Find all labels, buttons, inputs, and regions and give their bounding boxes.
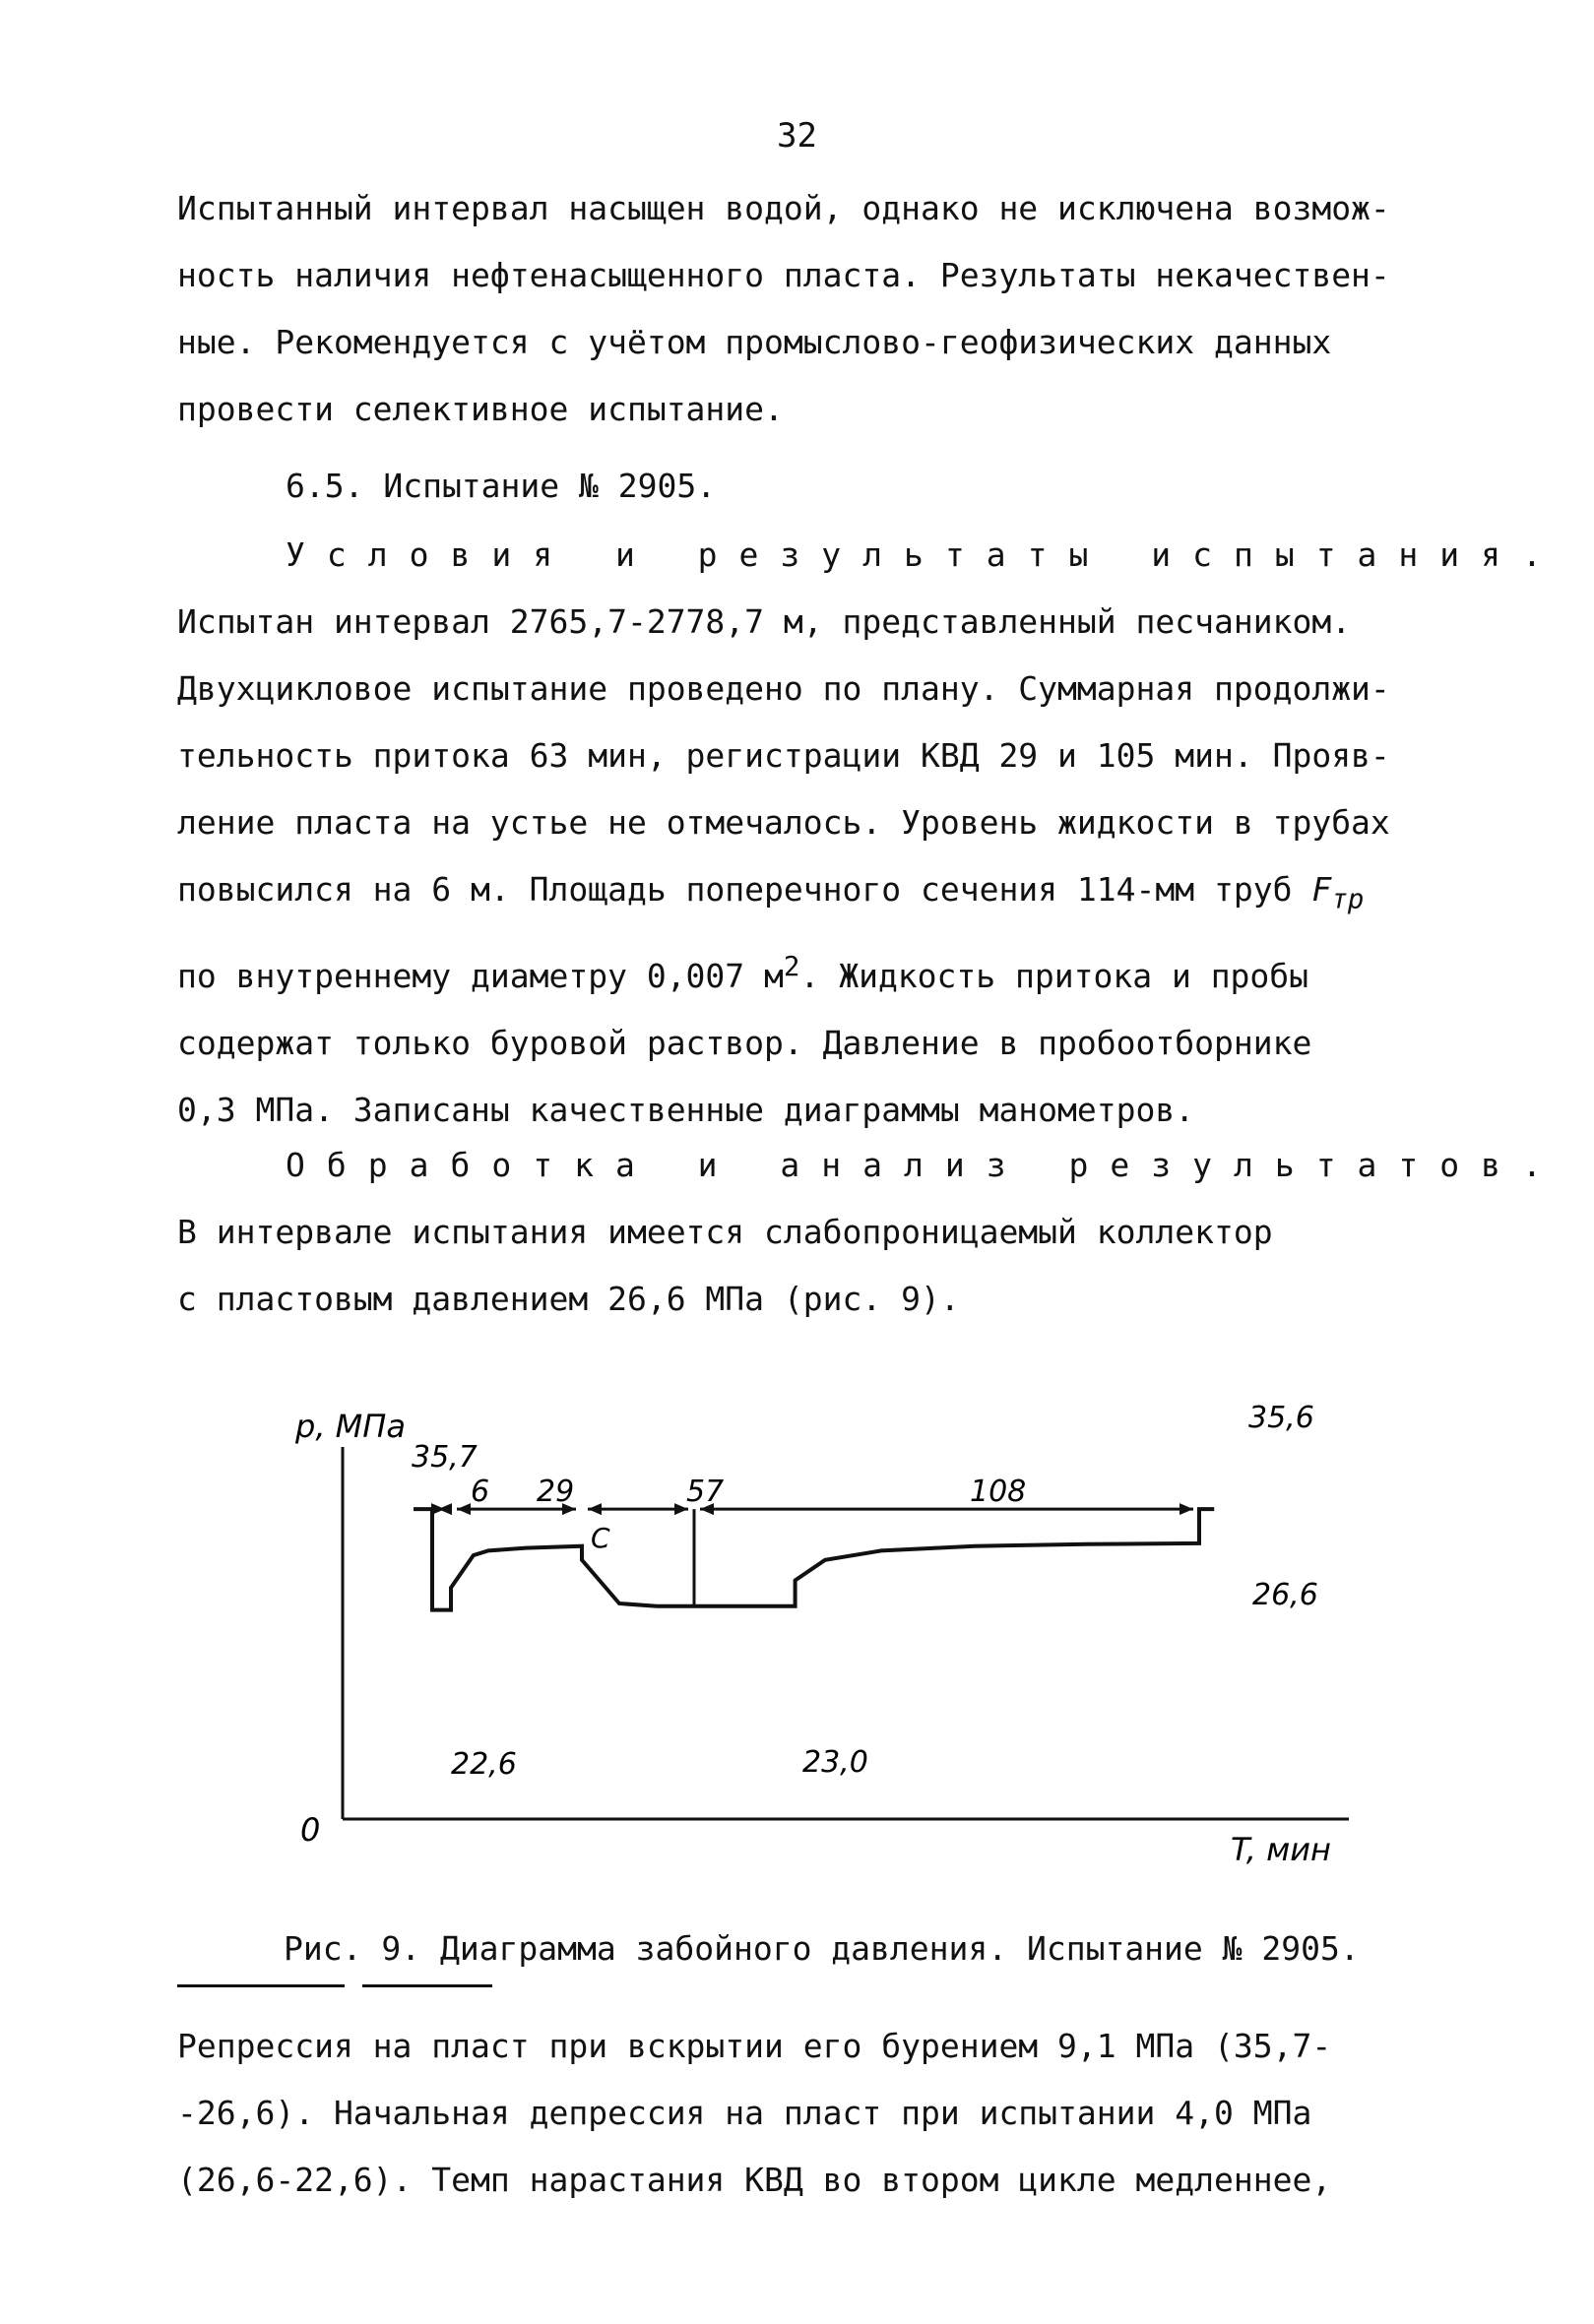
text-line: ные. Рекомендуется с учётом промыслово-геофизических данных (177, 323, 1332, 361)
x-axis-label: T, мин (1231, 1831, 1331, 1868)
text-line: 0,3 МПа. Записаны качественные диаграммы манометров. (177, 1090, 1195, 1129)
analysis-heading: Обработка и анализ результатов. (286, 1146, 1563, 1184)
text-line: провести селективное испытание. (177, 390, 784, 428)
caption-text: Диаграмма забойного давления. Испытание № 2905. (420, 1929, 1360, 1968)
analysis-paragraph (177, 1132, 1563, 1333)
pressure-diagram (0, 1368, 1594, 1880)
interval-label-57: 57 (686, 1475, 725, 1509)
origin-label: 0 (300, 1811, 321, 1849)
section-heading: 6.5. Испытание № 2905. (286, 467, 717, 505)
superscript: 2 (783, 950, 800, 982)
pressure-curve (414, 1509, 1214, 1610)
text-line: ление пласта на устье не отмечалось. Уровень жидкости в трубах (177, 803, 1390, 842)
text-line: -26,6). Начальная депрессия на пласт при испытании 4,0 МПа (177, 2094, 1312, 2132)
caption-underline (177, 1984, 345, 1987)
text-line: В интервале испытания имеется слабопроницаемый коллектор (177, 1213, 1273, 1251)
caption-underline (362, 1984, 492, 1987)
text-line (177, 856, 1457, 933)
marker-label: С (591, 1522, 610, 1554)
conditions-heading: Условия и результаты испытания. (286, 535, 1563, 574)
arrow-head (1180, 1503, 1193, 1515)
intro-paragraph (177, 175, 1457, 443)
text-line: с пластовым давлением 26,6 МПа (рис. 9). (177, 1280, 960, 1318)
text-line: ность наличия нефтенасыщенного пласта. Результаты некачествен- (177, 256, 1390, 294)
value-label-26-6: 26,6 (1252, 1578, 1318, 1612)
interval-label-108: 108 (970, 1475, 1027, 1509)
interval-arrows (431, 1503, 1193, 1606)
y-axis-label: р, МПа (295, 1408, 406, 1445)
figure-caption (284, 1924, 1360, 1974)
value-label-22-6: 22,6 (451, 1747, 517, 1782)
arrow-head (457, 1503, 471, 1515)
interval-label-29: 29 (537, 1475, 575, 1509)
text-line: Испытанный интервал насыщен водой, однако не исключена возмож- (177, 189, 1390, 227)
text-line (177, 933, 1457, 1010)
text-fragment: повысился на 6 м. Площадь поперечного сечения 114-мм труб (177, 870, 1293, 909)
text-fragment: . Жидкость притока и пробы (799, 956, 1309, 995)
caption-prefix: Рис. 9. (284, 1929, 421, 1968)
text-line: тельность притока 63 мин, регистрации КВД 29 и 105 мин. Прояв- (177, 736, 1390, 775)
text-line: Испытан интервал 2765,7-2778,7 м, представленный песчаником. (177, 602, 1352, 641)
section-heading-block (177, 453, 1457, 520)
page-number: 32 (777, 116, 817, 156)
interval-label-6: 6 (471, 1475, 490, 1509)
text-line: Репрессия на пласт при вскрытии его бурением 9,1 МПа (35,7- (177, 2027, 1332, 2065)
text-line: Двухцикловое испытание проведено по плану. Суммарная продолжи- (177, 669, 1390, 708)
arrow-head (431, 1503, 445, 1515)
closing-paragraph (177, 2013, 1457, 2214)
value-label-35-6: 35,6 (1248, 1401, 1314, 1435)
value-label-23-0: 23,0 (802, 1745, 868, 1780)
text-line: (26,6-22,6). Темп нарастания КВД во втором цикле медленнее, (177, 2161, 1332, 2199)
text-line: содержат только буровой раствор. Давление в пробоотборнике (177, 1023, 1312, 1062)
conditions-paragraph (177, 522, 1563, 1144)
arrow-head (588, 1503, 602, 1515)
text-fragment: по внутреннему диаметру 0,007 м (177, 956, 784, 995)
formula-f-tr: $F_{тр}$ (1311, 870, 1365, 915)
value-label-35-7: 35,7 (412, 1440, 478, 1475)
